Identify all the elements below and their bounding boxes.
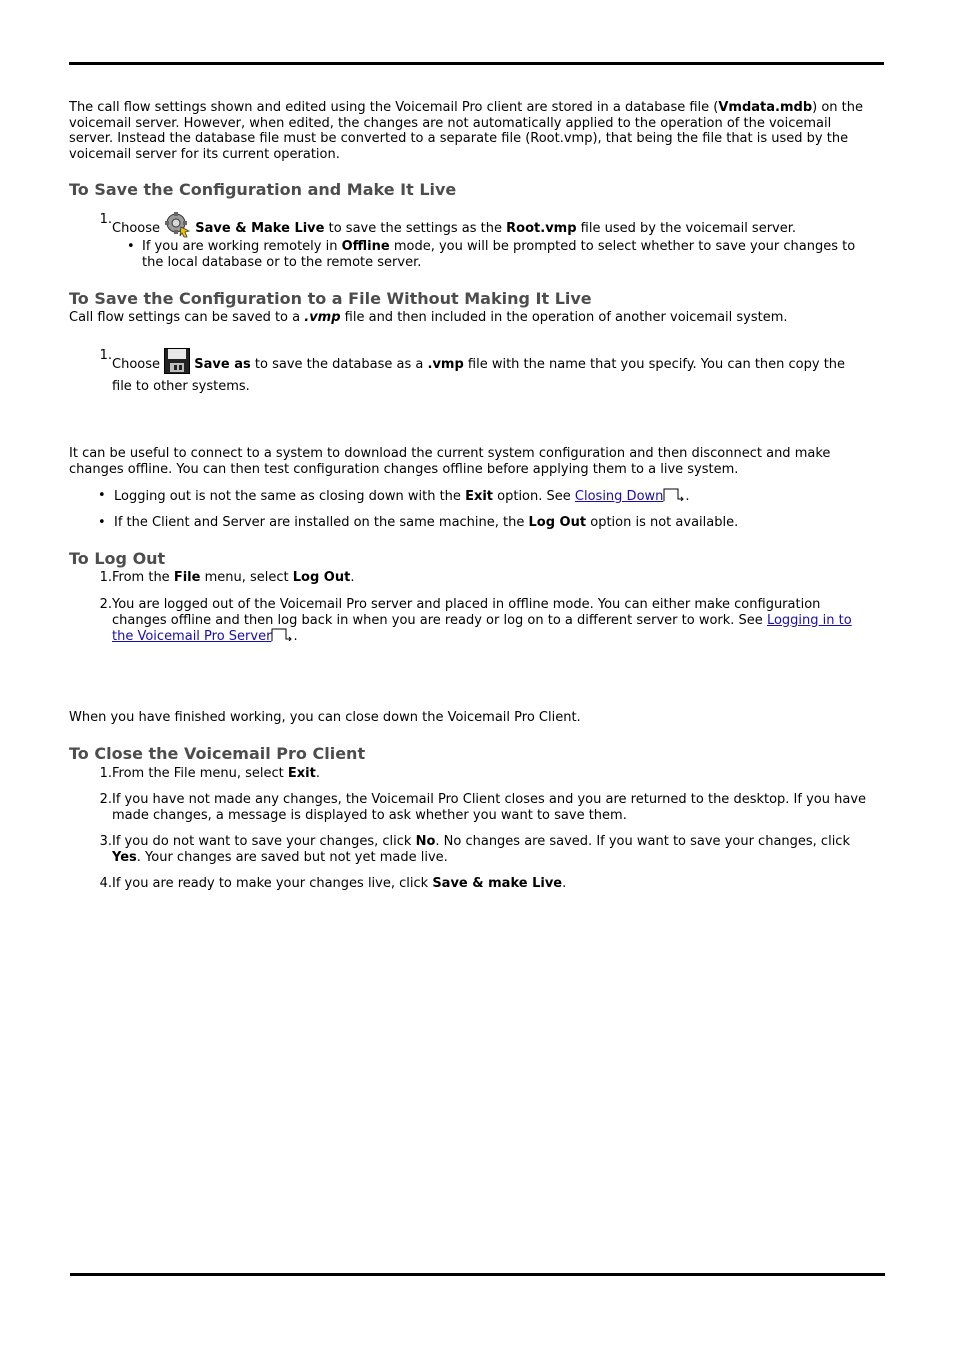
section-heading-close-client: To Close the Voicemail Pro Client bbox=[69, 744, 366, 763]
save-file-description: Call flow settings can be saved to a .vmp file and then included in the operation of another voicemail system. bbox=[69, 310, 788, 325]
intro-paragraph: The call flow settings shown and edited using the Voicemail Pro client are stored in a database file (Vmdata.mdb) on the voicemail server. However, when edited, the changes are not automatically applied to the operation of the voicemail server. Instead the database file must be converted to a separate file (Root.vmp), that being the file that is used by the voicemail server for its current operation. bbox=[69, 100, 864, 162]
cross-reference-icon[interactable] bbox=[271, 628, 293, 641]
header-rule bbox=[69, 62, 884, 65]
save-make-live-icon bbox=[164, 212, 191, 243]
section-heading-save-file: To Save the Configuration to a File Without Making It Live bbox=[69, 289, 592, 308]
floppy-disk-icon bbox=[164, 348, 190, 379]
footer-rule bbox=[70, 1273, 885, 1276]
logout-intro-paragraph: It can be useful to connect to a system to download the current system configuration and then disconnect and make changes offline. You can then test configuration changes offline before applying them to a live system. bbox=[69, 446, 831, 477]
section-heading-save-live: To Save the Configuration and Make It Live bbox=[69, 180, 457, 199]
section-heading-log-out: To Log Out bbox=[69, 549, 166, 568]
logging-in-link[interactable]: Logging in to the Voicemail Pro Server bbox=[112, 612, 852, 644]
closing-down-link[interactable]: Closing Down bbox=[574, 489, 664, 504]
cross-reference-icon[interactable] bbox=[663, 488, 685, 501]
close-intro-paragraph: When you have finished working, you can close down the Voicemail Pro Client. bbox=[69, 710, 581, 725]
